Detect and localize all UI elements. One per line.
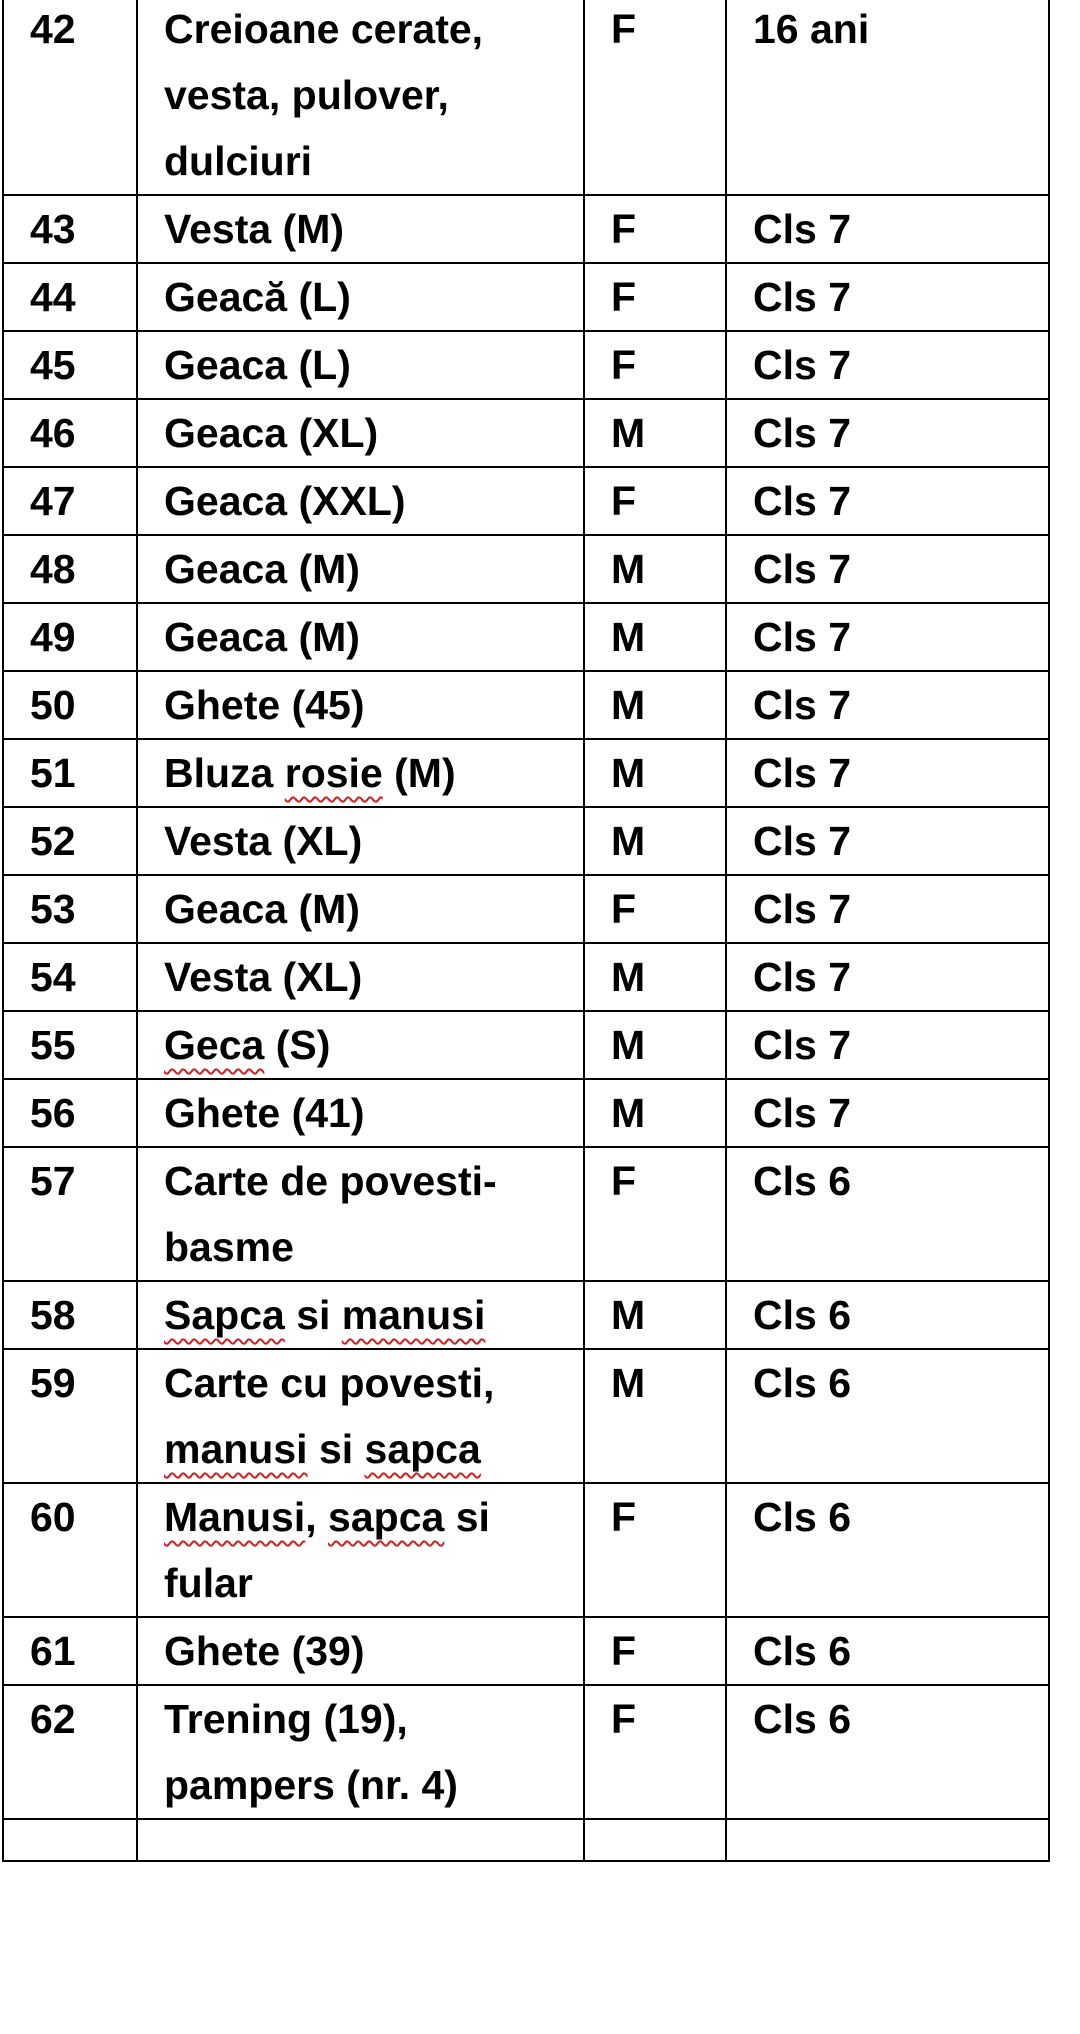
row-number-cell: 58 [3, 1281, 137, 1349]
class-cell: Cls 6 [726, 1349, 1049, 1483]
item-cell [137, 535, 584, 603]
item-line: basme [164, 1224, 294, 1270]
row-number-cell: 53 [3, 875, 137, 943]
item-line: Carte de povesti- [164, 1158, 497, 1204]
donations-table [2, 0, 1050, 1862]
class-cell: Cls 7 [726, 1011, 1049, 1079]
class-cell: Cls 6 [726, 1685, 1049, 1819]
gender-cell: F [584, 1147, 726, 1281]
table-row [3, 1685, 1049, 1819]
item-text: si [307, 1426, 365, 1472]
row-number-cell: 59 [3, 1349, 137, 1483]
table-row [3, 807, 1049, 875]
gender-cell: M [584, 1349, 726, 1483]
item-cell [137, 603, 584, 671]
row-number-cell: 60 [3, 1483, 137, 1617]
table-row [3, 1147, 1049, 1281]
item-text: Bluza [164, 750, 285, 796]
row-number-cell: 56 [3, 1079, 137, 1147]
table-row [3, 195, 1049, 263]
table-row [3, 1281, 1049, 1349]
item-line [164, 876, 573, 942]
item-line [164, 1484, 573, 1550]
gender-cell: F [584, 875, 726, 943]
item-cell [137, 1617, 584, 1685]
empty-cell [726, 1819, 1049, 1861]
row-number-cell: 62 [3, 1685, 137, 1819]
table-row [3, 263, 1049, 331]
spellcheck-word: Geca [164, 1022, 265, 1068]
class-cell: Cls 7 [726, 195, 1049, 263]
table-row [3, 331, 1049, 399]
item-text: (S) [264, 1022, 331, 1068]
gender-cell: F [584, 195, 726, 263]
spellcheck-word: sapca [328, 1494, 445, 1540]
class-cell: Cls 7 [726, 739, 1049, 807]
class-cell: Cls 6 [726, 1483, 1049, 1617]
item-cell [137, 331, 584, 399]
class-cell: Cls 7 [726, 467, 1049, 535]
class-cell: Cls 7 [726, 671, 1049, 739]
item-text: si [444, 1494, 490, 1540]
table-row [3, 399, 1049, 467]
item-text: Vesta (M) [164, 206, 344, 252]
item-cell [137, 1011, 584, 1079]
item-cell [137, 1349, 584, 1483]
table-row [3, 739, 1049, 807]
row-number-cell: 45 [3, 331, 137, 399]
item-cell [137, 195, 584, 263]
item-line [164, 1550, 573, 1616]
row-number-cell: 54 [3, 943, 137, 1011]
row-number-cell: 44 [3, 263, 137, 331]
item-text: fular [164, 1560, 253, 1606]
item-text: Vesta (XL) [164, 818, 363, 864]
item-cell [137, 1685, 584, 1819]
class-cell: Cls 7 [726, 399, 1049, 467]
item-text: si [284, 1292, 342, 1338]
empty-cell [3, 1819, 137, 1861]
item-line [164, 1012, 573, 1078]
item-line [164, 332, 573, 398]
item-line [164, 672, 573, 738]
item-cell [137, 1079, 584, 1147]
row-number-cell: 49 [3, 603, 137, 671]
gender-cell: F [584, 467, 726, 535]
item-line [164, 740, 573, 806]
item-text: Geaca (M) [164, 614, 360, 660]
class-cell: Cls 7 [726, 263, 1049, 331]
item-cell [137, 671, 584, 739]
item-line [164, 1350, 573, 1416]
item-cell [137, 943, 584, 1011]
item-cell [137, 399, 584, 467]
empty-cell [137, 1819, 584, 1861]
class-cell: Cls 6 [726, 1281, 1049, 1349]
row-number-cell: 46 [3, 399, 137, 467]
table-row [3, 467, 1049, 535]
gender-cell: M [584, 1281, 726, 1349]
spellcheck-word: manusi [341, 1292, 486, 1338]
item-line: Trening (19), [164, 1696, 408, 1742]
item-cell [137, 1483, 584, 1617]
table-row [3, 1483, 1049, 1617]
row-number-cell: 61 [3, 1617, 137, 1685]
table-row [3, 535, 1049, 603]
row-number-cell: 48 [3, 535, 137, 603]
item-text: Geaca (L) [164, 342, 351, 388]
item-cell [137, 1281, 584, 1349]
spellcheck-word: manusi [164, 1426, 308, 1472]
row-number-cell: 55 [3, 1011, 137, 1079]
item-text: Vesta (XL) [164, 954, 363, 1000]
table-row [3, 0, 1049, 195]
gender-cell: F [584, 1617, 726, 1685]
row-number-cell: 57 [3, 1147, 137, 1281]
row-number-cell: 42 [3, 0, 137, 195]
gender-cell: F [584, 331, 726, 399]
row-number-cell: 50 [3, 671, 137, 739]
item-text: Ghete (45) [164, 682, 365, 728]
item-text: Geaca (M) [164, 886, 360, 932]
item-line [164, 1080, 573, 1146]
item-text: (M) [382, 750, 456, 796]
item-line [164, 808, 573, 874]
table-row [3, 603, 1049, 671]
row-number-cell: 52 [3, 807, 137, 875]
class-cell: Cls 7 [726, 943, 1049, 1011]
item-line [164, 196, 573, 262]
item-text: Geaca (XXL) [164, 478, 406, 524]
table-row [3, 671, 1049, 739]
item-cell [137, 263, 584, 331]
row-number-cell: 43 [3, 195, 137, 263]
table-row-partial [3, 1819, 1049, 1861]
spellcheck-word: sapca [364, 1426, 481, 1472]
item-line [164, 1618, 573, 1684]
class-cell: Cls 7 [726, 603, 1049, 671]
gender-cell: F [584, 263, 726, 331]
gender-cell: M [584, 603, 726, 671]
table-row [3, 875, 1049, 943]
item-text: Geacă (L) [164, 274, 351, 320]
spellcheck-word: Sapca [164, 1292, 285, 1338]
table-row [3, 1011, 1049, 1079]
gender-cell: F [584, 1685, 726, 1819]
table-row [3, 1617, 1049, 1685]
item-line [164, 604, 573, 670]
table-body [3, 0, 1049, 1861]
item-text: Ghete (39) [164, 1628, 365, 1674]
gender-cell: M [584, 1011, 726, 1079]
gender-cell: F [584, 0, 726, 195]
class-cell: Cls 7 [726, 875, 1049, 943]
item-line [164, 536, 573, 602]
item-line: pampers (nr. 4) [164, 1762, 458, 1808]
gender-cell: M [584, 535, 726, 603]
gender-cell: M [584, 943, 726, 1011]
item-cell [137, 1147, 584, 1281]
gender-cell: F [584, 1483, 726, 1617]
item-line [164, 400, 573, 466]
class-cell: Cls 6 [726, 1617, 1049, 1685]
item-text: Geaca (XL) [164, 410, 379, 456]
item-line [164, 944, 573, 1010]
item-cell [137, 0, 584, 195]
class-cell: Cls 7 [726, 331, 1049, 399]
item-line: Creioane cerate, [164, 6, 484, 52]
gender-cell: M [584, 739, 726, 807]
class-cell: Cls 7 [726, 807, 1049, 875]
gender-cell: M [584, 399, 726, 467]
item-text: Carte cu povesti, [164, 1360, 495, 1406]
item-line: dulciuri [164, 138, 313, 184]
empty-cell [584, 1819, 726, 1861]
row-number-cell: 47 [3, 467, 137, 535]
item-cell [137, 807, 584, 875]
spellcheck-word: Manusi [164, 1494, 306, 1540]
table-row [3, 1079, 1049, 1147]
item-line: vesta, pulover, [164, 72, 449, 118]
gender-cell: M [584, 671, 726, 739]
item-line [164, 1282, 573, 1348]
spellcheck-word: rosie [284, 750, 383, 796]
class-cell: Cls 6 [726, 1147, 1049, 1281]
next-row-stub [0, 1862, 1080, 1892]
item-line [164, 264, 573, 330]
class-cell: Cls 7 [726, 535, 1049, 603]
item-cell [137, 739, 584, 807]
item-line [164, 468, 573, 534]
gender-cell: M [584, 807, 726, 875]
item-cell [137, 875, 584, 943]
item-line [164, 1416, 573, 1482]
table-row [3, 943, 1049, 1011]
item-text: , [305, 1494, 329, 1540]
table-row [3, 1349, 1049, 1483]
gender-cell: M [584, 1079, 726, 1147]
class-cell: 16 ani [726, 0, 1049, 195]
item-text: Ghete (41) [164, 1090, 365, 1136]
item-cell [137, 467, 584, 535]
item-text: Geaca (M) [164, 546, 360, 592]
class-cell: Cls 7 [726, 1079, 1049, 1147]
row-number-cell: 51 [3, 739, 137, 807]
